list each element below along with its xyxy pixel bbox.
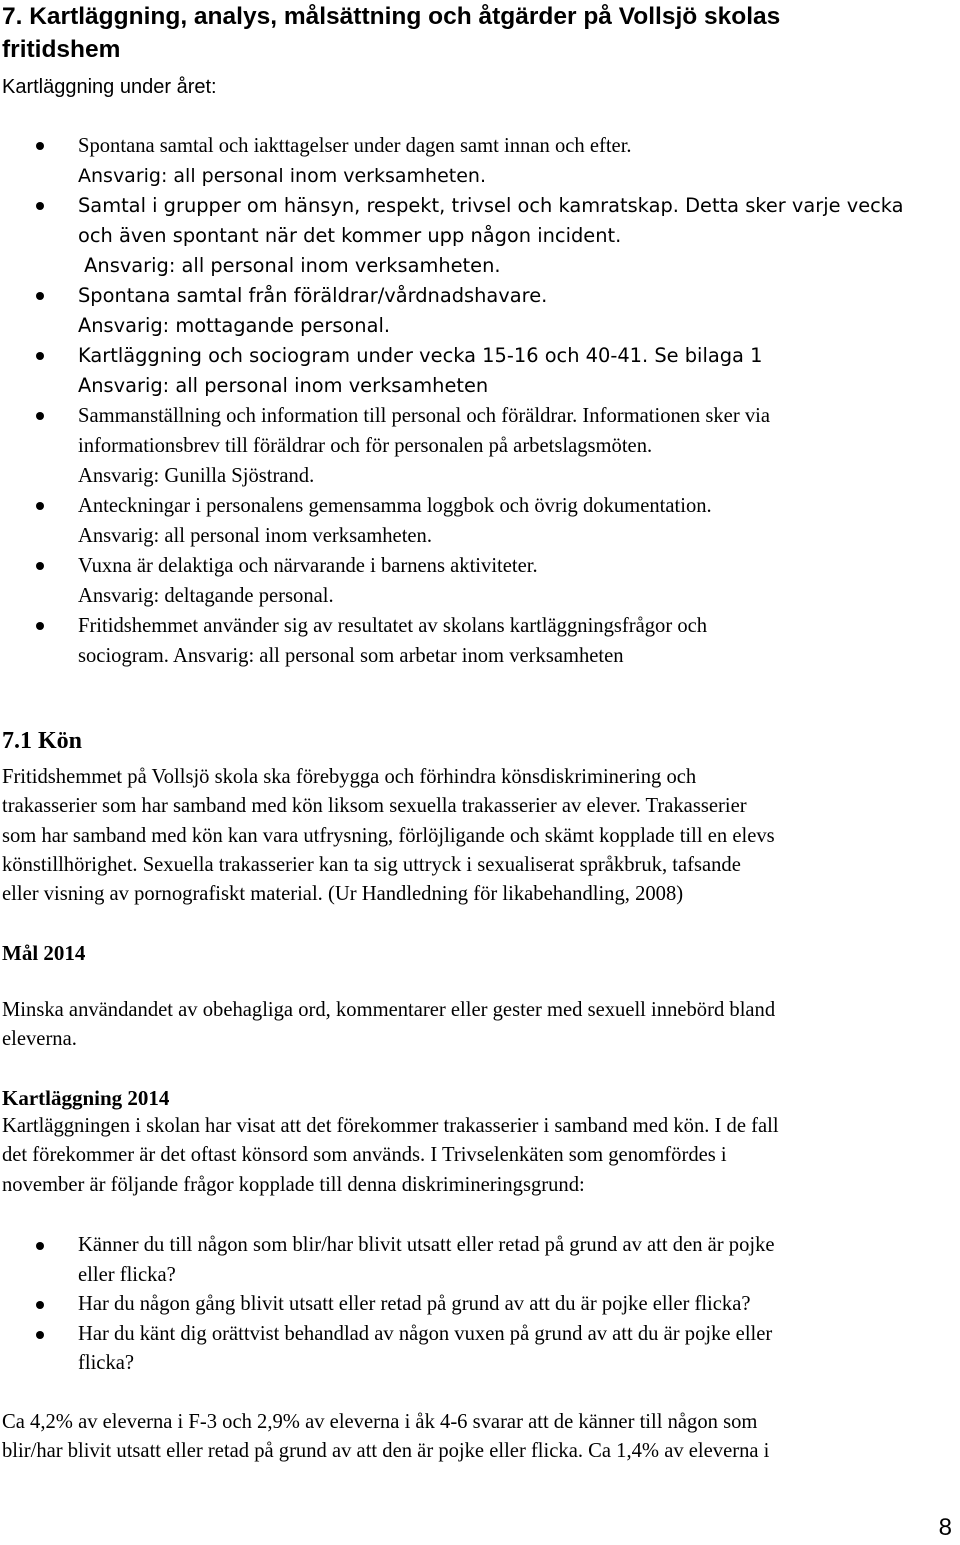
paragraph-line: som har samband med kön kan vara utfrysning, förlöjligande och skämt kopplade till en elevs xyxy=(2,824,775,847)
list-item xyxy=(0,341,960,401)
section-heading: 7.1 Kön xyxy=(2,728,83,754)
paragraph-line: Fritidshemmet på Vollsjö skola ska förebygga och förhindra könsdiskriminering och xyxy=(2,766,697,788)
list-item xyxy=(0,1320,960,1379)
paragraph xyxy=(2,763,960,909)
list-item-text: Fritidshemmet använder sig av resultatet av skolans kartläggningsfrågor och xyxy=(78,615,708,637)
list-item-text: informationsbrev till föräldrar och för personalen på arbetslagsmöten. xyxy=(78,435,653,457)
list-item-text: Har du känt dig orättvist behandlad av någon vuxen på grund av att du är pojke eller xyxy=(78,1322,773,1345)
list-item-text: Ansvarig: all personal inom verksamheten xyxy=(78,374,489,397)
list-item-text: Spontana samtal från föräldrar/vårdnadshavare. xyxy=(78,284,548,307)
list-item-text: Vuxna är delaktiga och närvarande i barnens aktiviteter. xyxy=(78,555,538,577)
list-item xyxy=(0,131,960,191)
paragraph-line: Kartläggningen i skolan har visat att det förekommer trakasserier i samband med kön. I de fall xyxy=(2,1115,779,1137)
paragraph-line: Ca 4,2% av eleverna i F-3 och 2,9% av eleverna i åk 4-6 svarar att de känner till någon som xyxy=(2,1411,758,1433)
list-item-text: Ansvarig: all personal inom verksamheten. xyxy=(78,254,501,277)
list-item xyxy=(0,1290,960,1320)
list-item xyxy=(0,1231,960,1290)
paragraph-line: november är följande frågor kopplade till denna diskrimineringsgrund: xyxy=(2,1173,585,1196)
paragraph-line: trakasserier som har samband med kön liksom sexuella trakasserier av elever. Trakasserier xyxy=(2,795,747,818)
section-title-line: fritidshem xyxy=(2,36,121,63)
list-item-text: Känner du till någon som blir/har blivit utsatt eller retad på grund av att den är pojke xyxy=(78,1234,775,1256)
bullet-icon xyxy=(36,1242,44,1250)
paragraph-line: eleverna. xyxy=(2,1028,77,1051)
list-item-text: Ansvarig: Gunilla Sjöstrand. xyxy=(78,465,315,487)
bullet-icon xyxy=(36,622,44,630)
bullet-icon xyxy=(36,1301,44,1309)
paragraph-line: eller visning av pornografiskt material. (Ur Handledning för likabehandling, 2008) xyxy=(2,883,684,906)
list-item-text: Ansvarig: mottagande personal. xyxy=(78,314,391,337)
paragraph xyxy=(2,996,960,1055)
bullet-icon xyxy=(36,1331,44,1339)
subsection-heading: Mål 2014 xyxy=(2,941,86,965)
list-item-text: eller flicka? xyxy=(78,1263,176,1286)
list-item xyxy=(0,401,960,491)
list-item-text: och även spontant när det kommer upp någon incident. xyxy=(78,224,622,247)
paragraph-line: Minska användandet av obehagliga ord, kommentarer eller gester med sexuell innebörd bland xyxy=(2,999,776,1021)
list-item-text: Ansvarig: deltagande personal. xyxy=(78,585,334,607)
list-item-text: Kartläggning och sociogram under vecka 15-16 och 40-41. Se bilaga 1 xyxy=(78,344,763,367)
list-item xyxy=(0,491,960,551)
list-item xyxy=(0,551,960,611)
list-item-text: Sammanställning och information till personal och föräldrar. Informationen sker via xyxy=(78,405,770,427)
paragraph-line: blir/har blivit utsatt eller retad på grund av att den är pojke eller flicka. Ca 1,4% av eleverna i xyxy=(2,1440,770,1463)
list-item-text: flicka? xyxy=(78,1352,135,1374)
list-item-text: Samtal i grupper om hänsyn, respekt, trivsel och kamratskap. Detta sker varje vecka xyxy=(78,194,904,217)
list-item-text: Anteckningar i personalens gemensamma loggbok och övrig dokumentation. xyxy=(78,495,712,517)
paragraph-line: det förekommer är det oftast könsord som används. I Trivselenkäten som genomfördes i xyxy=(2,1144,727,1167)
bullet-icon xyxy=(36,142,44,150)
paragraph-line: könstillhörighet. Sexuella trakasserier kan ta sig uttryck i sexualiserat språkbruk, tafsande xyxy=(2,853,741,876)
section-title xyxy=(2,0,952,66)
bullet-icon xyxy=(36,502,44,510)
bullet-icon xyxy=(36,412,44,420)
bullet-icon xyxy=(36,202,44,210)
section-title-line: 7. Kartläggning, analys, målsättning och åtgärder på Vollsjö skolas xyxy=(2,3,781,30)
list-item-text: sociogram. Ansvarig: all personal som arbetar inom verksamheten xyxy=(78,645,624,667)
list-item xyxy=(0,611,960,671)
list-item-text: Har du någon gång blivit utsatt eller retad på grund av att du är pojke eller flicka? xyxy=(78,1293,751,1315)
list-item xyxy=(0,191,960,281)
question-list xyxy=(0,1231,960,1379)
bullet-icon xyxy=(36,352,44,360)
list-item-text: Ansvarig: all personal inom verksamheten. xyxy=(78,525,433,547)
paragraph xyxy=(2,1112,960,1200)
subheading: Kartläggning under året: xyxy=(2,76,217,98)
list-item-text: Ansvarig: all personal inom verksamheten. xyxy=(78,165,486,187)
list-item-text: Spontana samtal och iakttagelser under dagen samt innan och efter. xyxy=(78,135,632,157)
list-item xyxy=(0,281,960,341)
bullet-icon xyxy=(36,562,44,570)
subsection-heading: Kartläggning 2014 xyxy=(2,1086,170,1110)
page-number: 8 xyxy=(938,1514,952,1541)
survey-list xyxy=(0,131,960,671)
bullet-icon xyxy=(36,292,44,300)
paragraph xyxy=(2,1408,960,1467)
